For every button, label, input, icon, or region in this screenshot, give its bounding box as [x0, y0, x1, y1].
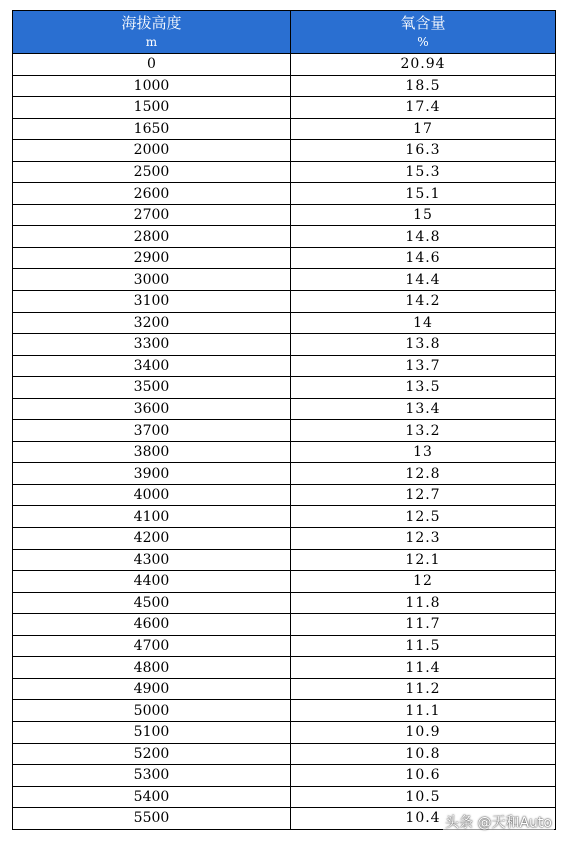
oxygen-header	[291, 11, 556, 54]
table-header	[13, 11, 556, 54]
table-row	[13, 75, 556, 97]
altitude-header	[13, 11, 291, 54]
table-row	[13, 204, 556, 226]
altitude-header-title: 海拔高度	[121, 14, 182, 32]
oxygen-cell: 11.1	[291, 700, 556, 722]
oxygen-cell: 13.4	[291, 398, 556, 420]
altitude-cell: 3400	[13, 355, 291, 377]
altitude-cell: 5100	[13, 721, 291, 743]
altitude-cell: 4200	[13, 528, 291, 550]
table-row	[13, 54, 556, 76]
altitude-cell: 5000	[13, 700, 291, 722]
table-row	[13, 226, 556, 248]
table-row	[13, 528, 556, 550]
altitude-cell: 4500	[13, 592, 291, 614]
oxygen-cell: 16.3	[291, 140, 556, 162]
header-row	[13, 11, 556, 54]
table-row	[13, 398, 556, 420]
table-row	[13, 118, 556, 140]
table-row	[13, 678, 556, 700]
altitude-cell: 4000	[13, 484, 291, 506]
table-row	[13, 312, 556, 334]
altitude-cell: 4400	[13, 571, 291, 593]
oxygen-cell: 15	[291, 204, 556, 226]
altitude-header-unit: m	[145, 35, 158, 49]
table-row	[13, 377, 556, 399]
table-row	[13, 97, 556, 119]
table-row	[13, 291, 556, 313]
table-row	[13, 786, 556, 808]
oxygen-cell: 17	[291, 118, 556, 140]
table-row	[13, 463, 556, 485]
altitude-cell: 3500	[13, 377, 291, 399]
oxygen-cell: 18.5	[291, 75, 556, 97]
table-row	[13, 140, 556, 162]
altitude-cell: 2800	[13, 226, 291, 248]
table-row	[13, 700, 556, 722]
oxygen-cell: 10.6	[291, 765, 556, 787]
oxygen-cell: 13.2	[291, 420, 556, 442]
table-row	[13, 484, 556, 506]
altitude-cell: 3100	[13, 291, 291, 313]
table-row	[13, 571, 556, 593]
altitude-cell: 2600	[13, 183, 291, 205]
oxygen-cell: 12.1	[291, 549, 556, 571]
altitude-cell: 5400	[13, 786, 291, 808]
table-row	[13, 183, 556, 205]
oxygen-cell: 11.8	[291, 592, 556, 614]
table-row	[13, 743, 556, 765]
altitude-cell: 3800	[13, 441, 291, 463]
altitude-cell: 5500	[13, 808, 291, 830]
table-row	[13, 592, 556, 614]
oxygen-cell: 20.94	[291, 54, 556, 76]
oxygen-cell: 14.6	[291, 247, 556, 269]
oxygen-cell: 11.2	[291, 678, 556, 700]
oxygen-cell: 10.9	[291, 721, 556, 743]
table-row	[13, 269, 556, 291]
oxygen-cell: 10.5	[291, 786, 556, 808]
oxygen-cell: 10.8	[291, 743, 556, 765]
table-row	[13, 549, 556, 571]
watermark-text: 头条 @天和Auto	[443, 812, 554, 832]
oxygen-cell: 13.7	[291, 355, 556, 377]
altitude-cell: 3200	[13, 312, 291, 334]
oxygen-cell: 14.2	[291, 291, 556, 313]
table-row	[13, 614, 556, 636]
oxygen-cell: 13.5	[291, 377, 556, 399]
table-row	[13, 420, 556, 442]
oxygen-cell: 15.3	[291, 161, 556, 183]
oxygen-cell: 14	[291, 312, 556, 334]
altitude-cell: 4700	[13, 635, 291, 657]
oxygen-cell: 14.4	[291, 269, 556, 291]
altitude-cell: 3900	[13, 463, 291, 485]
altitude-cell: 2900	[13, 247, 291, 269]
altitude-cell: 1500	[13, 97, 291, 119]
altitude-cell: 3700	[13, 420, 291, 442]
table-row	[13, 657, 556, 679]
altitude-oxygen-table	[12, 10, 556, 830]
oxygen-cell: 15.1	[291, 183, 556, 205]
oxygen-cell: 11.4	[291, 657, 556, 679]
altitude-cell: 2500	[13, 161, 291, 183]
altitude-cell: 1650	[13, 118, 291, 140]
oxygen-cell: 10.4	[291, 808, 556, 830]
altitude-cell: 4300	[13, 549, 291, 571]
oxygen-cell: 12.5	[291, 506, 556, 528]
oxygen-cell: 12.3	[291, 528, 556, 550]
oxygen-cell: 12.7	[291, 484, 556, 506]
table-row	[13, 635, 556, 657]
altitude-cell: 4100	[13, 506, 291, 528]
oxygen-cell: 11.5	[291, 635, 556, 657]
altitude-cell: 1000	[13, 75, 291, 97]
table-row	[13, 247, 556, 269]
table-row	[13, 721, 556, 743]
oxygen-cell: 12.8	[291, 463, 556, 485]
table-row	[13, 765, 556, 787]
altitude-cell: 4900	[13, 678, 291, 700]
altitude-cell: 4600	[13, 614, 291, 636]
altitude-cell: 2700	[13, 204, 291, 226]
oxygen-cell: 11.7	[291, 614, 556, 636]
table-row	[13, 161, 556, 183]
altitude-cell: 5300	[13, 765, 291, 787]
oxygen-cell: 17.4	[291, 97, 556, 119]
oxygen-cell: 13	[291, 441, 556, 463]
altitude-cell: 4800	[13, 657, 291, 679]
altitude-cell: 5200	[13, 743, 291, 765]
oxygen-header-unit: %	[417, 35, 429, 49]
oxygen-cell: 14.8	[291, 226, 556, 248]
oxygen-cell: 13.8	[291, 334, 556, 356]
oxygen-cell: 12	[291, 571, 556, 593]
table-row	[13, 506, 556, 528]
altitude-cell: 0	[13, 54, 291, 76]
oxygen-header-title: 氧含量	[400, 14, 446, 32]
altitude-cell: 3000	[13, 269, 291, 291]
altitude-cell: 3600	[13, 398, 291, 420]
table-row	[13, 334, 556, 356]
table-body	[13, 54, 556, 830]
table-row	[13, 441, 556, 463]
table-row	[13, 355, 556, 377]
altitude-cell: 2000	[13, 140, 291, 162]
altitude-cell: 3300	[13, 334, 291, 356]
